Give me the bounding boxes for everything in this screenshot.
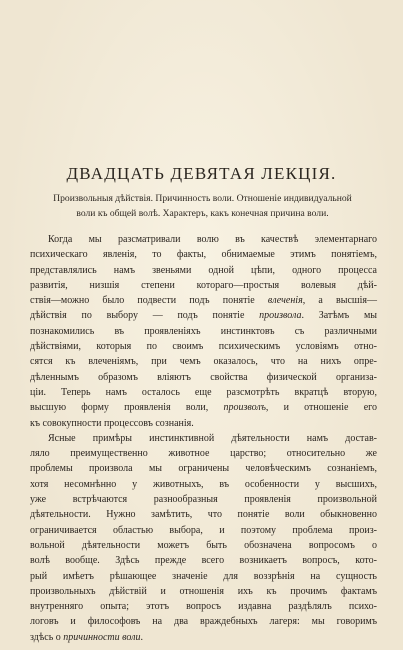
- text-line: волѣ вообще. Здѣсь прежде всего возникаетъ вопросъ, кото-: [30, 555, 377, 567]
- emphasized-term: причинности воли: [63, 631, 141, 643]
- text-line: ляло преимущественно животное царство; относительно же: [30, 448, 377, 460]
- text-line: [30, 308, 377, 323]
- text-line: познакомились въ проявленіяхъ инстинктовъ съ различными: [30, 325, 377, 337]
- lecture-title: ДВАДЦАТЬ ДЕВЯТАЯ ЛЕКЦІЯ.: [66, 164, 337, 183]
- text-line: дѣятельности. Нужно замѣтить, что понятіе воли обыкновенно: [30, 509, 377, 521]
- text-segment: .: [140, 631, 143, 643]
- paragraph-1: [30, 232, 377, 431]
- text-line: психическаго явленія, то факты, обнимаемые этимъ понятіемъ,: [30, 249, 377, 261]
- emphasized-term: влеченія: [267, 295, 303, 307]
- text-segment: высшую форму проявленія воли,: [30, 402, 224, 414]
- text-line: логовъ и философовъ на два враждебныхъ лагеря: мы говоримъ: [30, 616, 377, 628]
- emphasized-term: произволъ: [223, 402, 266, 414]
- text-segment: , и отношеніе его: [265, 402, 377, 414]
- text-line: дѣленнымъ образомъ вліяютъ свойства физической организа-: [30, 371, 377, 383]
- text-line: представлялись намъ звеньями одной цѣпи, одного процесса: [30, 264, 377, 276]
- text-line: ціи. Теперь намъ осталось еще разсмотрѣть вкратцѣ вторую,: [30, 386, 377, 398]
- text-segment: . Затѣмъ мы: [301, 310, 377, 322]
- text-line: [30, 293, 377, 308]
- text-line: сятся къ влеченіямъ, при чемъ оказалось, что на нихъ опре-: [30, 356, 377, 368]
- text-line: [30, 630, 377, 645]
- text-line: вольной дѣятельности можетъ быть обозначена вопросомъ о: [30, 539, 377, 551]
- text-line: дѣйствіями, которыя по своимъ психическимъ условіямъ отно-: [30, 341, 377, 353]
- text-segment: дѣйствія по выбору — подъ понятіе: [30, 310, 260, 322]
- lecture-body: [30, 232, 377, 645]
- text-segment: здѣсь о: [30, 631, 64, 643]
- paragraph-2: [30, 431, 377, 645]
- text-line: рый имѣетъ рѣшающее значеніе для воззрѣнія на сущность: [30, 570, 377, 582]
- text-line: хотя несомнѣнно у животныхъ, въ особенности у высшихъ,: [30, 478, 377, 490]
- text-line: проблемы произвола мы ограничены человѣческимъ сознаніемъ,: [30, 463, 377, 475]
- emphasized-term: произвола: [259, 310, 302, 322]
- lecture-summary: [30, 191, 375, 221]
- text-line: ограничивается областью выбора, и поэтому проблема произ-: [30, 524, 377, 536]
- text-line: Когда мы разсматривали волю въ качествѣ элементарнаго: [48, 234, 377, 245]
- text-line: къ совокупности процессовъ сознанія.: [30, 417, 194, 429]
- text-line: развитія, низшія степени котораго—простыя волевыя дѣй-: [30, 279, 377, 291]
- text-line: внутренняго опыта; этотъ вопросъ издавна раздѣлялъ психо-: [30, 601, 377, 613]
- summary-line: Произвольныя дѣйствія. Причинность воли. Отношеніе индивидуальной: [53, 193, 352, 204]
- summary-line: воли къ общей волѣ. Характеръ, какъ конечная причина воли.: [76, 208, 329, 219]
- text-line: произвольныхъ дѣйствій и отношенія ихъ къ прочимъ фактамъ: [30, 585, 377, 597]
- text-line: [30, 400, 377, 415]
- text-segment: , а высшія—: [302, 295, 377, 307]
- text-line: уже встрѣчаются разнообразныя проявленія произвольной: [30, 494, 377, 506]
- text-segment: ствія—можно было подвести подъ понятіе: [30, 295, 268, 307]
- text-line: Ясные примѣры инстинктивной дѣятельности намъ достав-: [48, 432, 377, 444]
